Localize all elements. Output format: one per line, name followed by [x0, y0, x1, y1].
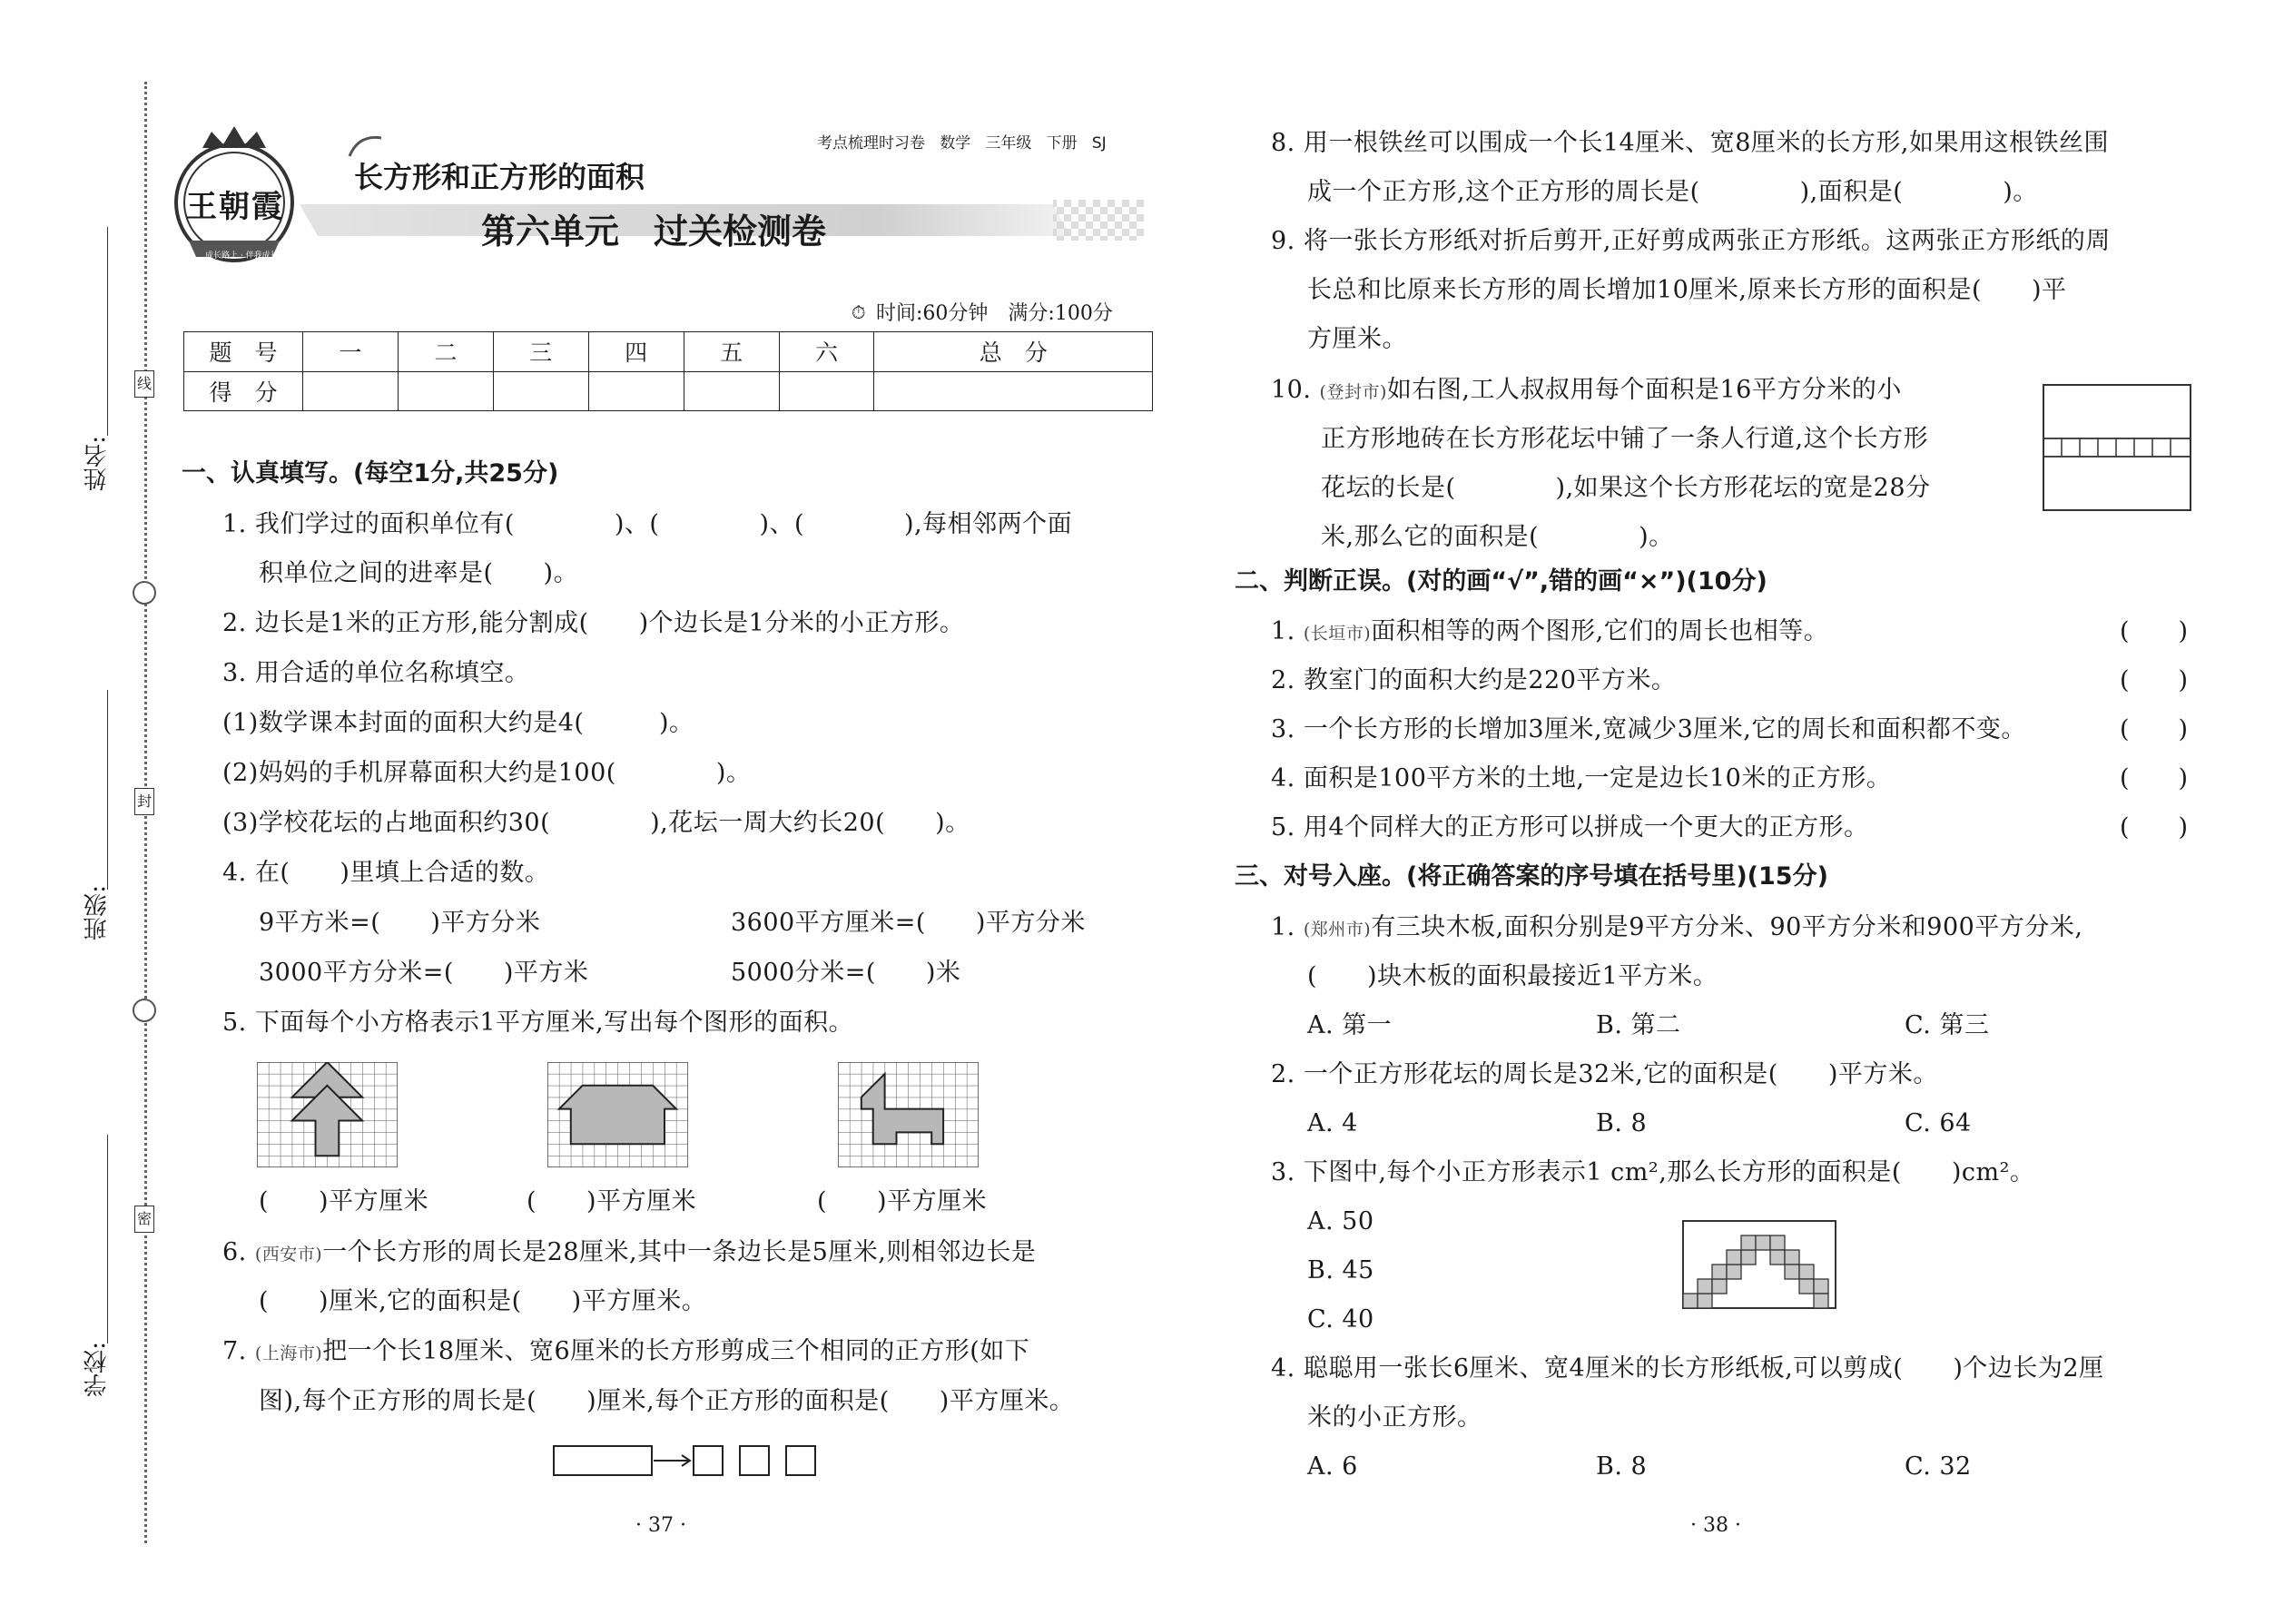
- choice-4-option-b[interactable]: B. 8: [1596, 1452, 1648, 1481]
- question-9-line-1: 9. 将一张长方形纸对折后剪开,正好剪成两张正方形纸。这两张正方形纸的周: [1271, 227, 2111, 255]
- seal-mark-line: 线: [134, 370, 154, 398]
- name-label: 姓名:: [84, 436, 111, 491]
- judge-1-answer[interactable]: ( ): [2120, 617, 2189, 645]
- question-text: 把一个长18厘米、宽6厘米的长方形剪成三个相同的正方形(如下: [322, 1337, 1030, 1365]
- question-10-line-4: 米,那么它的面积是( )。: [1321, 523, 1674, 551]
- question-9-line-3: 方厘米。: [1307, 325, 1407, 353]
- question-number: 7.: [222, 1337, 247, 1365]
- score-header-cell: 五: [684, 332, 779, 372]
- page-number-right: · 38 ·: [1690, 1514, 1741, 1537]
- region-tag: (登封市): [1319, 382, 1387, 402]
- score-cell[interactable]: [588, 371, 684, 411]
- region-tag: (郑州市): [1303, 920, 1372, 940]
- question-7-line-1: [222, 1337, 1029, 1368]
- region-tag: (西安市): [254, 1245, 323, 1265]
- section-2-heading: 二、判断正误。(对的画“√”,错的画“×”)(10分): [1235, 567, 1767, 595]
- choice-3: 3. 下图中,每个小正方形表示1 cm²,那么长方形的面积是( )cm²。: [1271, 1158, 2035, 1186]
- section-3-heading: 三、对号入座。(将正确答案的序号填在括号里)(15分): [1235, 862, 1828, 891]
- question-6-line-1: [222, 1238, 1036, 1269]
- question-7-line-2: 图),每个正方形的周长是( )厘米,每个正方形的面积是( )平方厘米。: [259, 1387, 1075, 1415]
- score-header-cell: 四: [588, 332, 684, 372]
- question-text: 一个长方形的周长是28厘米,其中一条边长是5厘米,则相邻边长是: [322, 1238, 1037, 1266]
- grid-figure-animal: [838, 1062, 979, 1167]
- clock-icon: ⏱: [852, 301, 866, 323]
- question-9-line-2: 长总和比原来长方形的周长增加10厘米,原来长方形的面积是( )平: [1307, 276, 2067, 304]
- logo-text: 王朝霞: [186, 189, 284, 225]
- question-10-line-1: [1271, 376, 1902, 407]
- choice-1-line-1: [1271, 913, 2082, 944]
- question-number: 10.: [1271, 376, 1312, 404]
- question-8-line-1: 8. 用一根铁丝可以围成一个长14厘米、宽8厘米的长方形,如果用这根铁丝围: [1271, 129, 2109, 157]
- question-4-b: 3600平方厘米=( )平方分米: [731, 909, 1086, 937]
- question-number: 1.: [1271, 913, 1295, 941]
- judge-2: 2. 教室门的面积大约是220平方米。: [1271, 666, 1677, 694]
- question-5-answer-3: ( )平方厘米: [817, 1187, 988, 1216]
- time-info: 时间:60分钟 满分:100分: [876, 302, 1113, 325]
- question-text: 面积相等的两个图形,它们的周长也相等。: [1371, 617, 1829, 645]
- score-cell[interactable]: [398, 371, 493, 411]
- question-3-2: (2)妈妈的手机屏幕面积大约是100( )。: [222, 759, 752, 787]
- judge-5: 5. 用4个同样大的正方形可以拼成一个更大的正方形。: [1271, 813, 1869, 842]
- question-5-answer-2: ( )平方厘米: [527, 1187, 697, 1216]
- edition: SJ: [1091, 134, 1107, 153]
- choice-4-line-2: 米的小正方形。: [1307, 1403, 1482, 1432]
- flowerbed-path-diagram: [2043, 384, 2191, 511]
- choice-3-option-c[interactable]: C. 40: [1307, 1305, 1374, 1334]
- choice-1-option-b[interactable]: B. 第二: [1596, 1011, 1681, 1039]
- series-info: [817, 130, 1107, 153]
- score-cell[interactable]: [303, 371, 399, 411]
- choice-1-line-2: ( )块木板的面积最接近1平方米。: [1307, 962, 1718, 990]
- score-header-cell: 二: [398, 332, 493, 372]
- question-10-line-3: 花坛的长是( ),如果这个长方形花坛的宽是28分: [1321, 474, 1931, 502]
- question-1-line-2: 积单位之间的进率是( )。: [259, 559, 579, 587]
- region-tag: (上海市): [254, 1343, 323, 1363]
- question-4-d: 5000分米=( )米: [731, 959, 961, 987]
- class-underline: [107, 690, 108, 890]
- unit-title: 第六单元 过关检测卷: [481, 212, 827, 251]
- volume: 下册: [1046, 134, 1078, 153]
- score-header-cell: 六: [779, 332, 874, 372]
- question-3-1: (1)数学课本封面的面积大约是4( )。: [222, 709, 694, 737]
- choice-1-option-c[interactable]: C. 第三: [1905, 1011, 1990, 1039]
- choice-2-option-b[interactable]: B. 8: [1596, 1109, 1648, 1137]
- choice-4-option-c[interactable]: C. 32: [1905, 1452, 1972, 1481]
- staple-icon: [133, 581, 156, 605]
- logo-subtext: 成长路上 · 伴我成长: [205, 251, 279, 261]
- question-5: 5. 下面每个小方格表示1平方厘米,写出每个图形的面积。: [222, 1009, 854, 1037]
- judge-2-answer[interactable]: ( ): [2120, 666, 2189, 694]
- score-header-cell: 题 号: [184, 332, 303, 372]
- question-number: 6.: [222, 1238, 247, 1266]
- subject: 数学: [940, 134, 971, 153]
- judge-4: 4. 面积是100平方米的土地,一定是边长10米的正方形。: [1271, 764, 1892, 792]
- question-10-line-2: 正方形地砖在长方形花坛中铺了一条人行道,这个长方形: [1321, 425, 1929, 453]
- score-cell[interactable]: [779, 371, 874, 411]
- score-header-cell: 一: [303, 332, 399, 372]
- judge-4-answer[interactable]: ( ): [2120, 764, 2189, 792]
- judge-5-answer[interactable]: ( ): [2120, 813, 2189, 842]
- seal-mark-dense: 密: [134, 1206, 154, 1233]
- judge-3-answer[interactable]: ( ): [2120, 715, 2189, 743]
- region-tag: (长垣市): [1303, 624, 1372, 644]
- question-text: 如右图,工人叔叔用每个面积是16平方分米的小: [1386, 376, 1902, 404]
- topic-title: 长方形和正方形的面积: [354, 160, 645, 194]
- choice-2-option-a[interactable]: A. 4: [1307, 1109, 1358, 1137]
- choice-2: 2. 一个正方形花坛的周长是32米,它的面积是( )平方米。: [1271, 1060, 1938, 1088]
- staple-icon: [133, 999, 156, 1022]
- class-label: 班级:: [84, 885, 111, 940]
- question-8-line-2: 成一个正方形,这个正方形的周长是( ),面积是( )。: [1307, 178, 2038, 206]
- grid-figure-arrow: [257, 1062, 398, 1167]
- question-number: 1.: [1271, 617, 1295, 645]
- staircase-rectangle-diagram: [1682, 1220, 1836, 1309]
- question-3-3: (3)学校花坛的占地面积约30( ),花坛一周大约长20( )。: [222, 809, 970, 837]
- question-4-c: 3000平方分米=( )平方米: [259, 959, 589, 987]
- question-1-line-1: 1. 我们学过的面积单位有( )、( )、( ),每相邻两个面: [222, 510, 1073, 538]
- question-6-line-2: ( )厘米,它的面积是( )平方厘米。: [259, 1287, 707, 1315]
- score-row-label: 得 分: [184, 371, 303, 411]
- score-cell[interactable]: [684, 371, 779, 411]
- judge-3: 3. 一个长方形的长增加3厘米,宽减少3厘米,它的周长和面积都不变。: [1271, 715, 2026, 743]
- question-4: 4. 在( )里填上合适的数。: [222, 859, 550, 887]
- seal-mark-seal: 封: [134, 788, 154, 815]
- question-text: 有三块木板,面积分别是9平方分米、90平方分米和900平方分米,: [1371, 913, 2083, 941]
- score-header-cell: 总 分: [874, 332, 1153, 372]
- score-header-cell: 三: [493, 332, 588, 372]
- choice-4-option-a[interactable]: A. 6: [1307, 1452, 1358, 1481]
- school-underline: [107, 1135, 108, 1343]
- choice-1-option-a[interactable]: A. 第一: [1307, 1011, 1393, 1039]
- choice-4-line-1: 4. 聪聪用一张长6厘米、宽4厘米的长方形纸板,可以剪成( )个边长为2厘: [1271, 1354, 2104, 1383]
- question-3: 3. 用合适的单位名称填空。: [222, 659, 530, 687]
- choice-2-option-c[interactable]: C. 64: [1905, 1109, 1972, 1137]
- score-cell[interactable]: [493, 371, 588, 411]
- grade: 三年级: [985, 134, 1032, 153]
- grid-figure-house: [547, 1062, 688, 1167]
- school-label: 学校:: [84, 1342, 111, 1397]
- name-underline: [107, 227, 108, 436]
- question-5-answer-1: ( )平方厘米: [259, 1187, 429, 1216]
- series-name: 考点梳理时习卷: [817, 134, 925, 153]
- judge-1: [1271, 617, 1828, 648]
- score-table: [183, 331, 1153, 411]
- choice-3-option-b[interactable]: B. 45: [1307, 1256, 1374, 1284]
- score-cell[interactable]: [874, 371, 1153, 411]
- choice-3-option-a[interactable]: A. 50: [1307, 1207, 1374, 1235]
- page-number-left: · 37 ·: [635, 1514, 686, 1537]
- section-1-heading: 一、认真填写。(每空1分,共25分): [182, 459, 559, 487]
- question-4-a: 9平方米=( )平方分米: [259, 909, 541, 937]
- question-2: 2. 边长是1米的正方形,能分割成( )个边长是1分米的小正方形。: [222, 609, 965, 637]
- cut-rectangle-diagram: [552, 1443, 824, 1478]
